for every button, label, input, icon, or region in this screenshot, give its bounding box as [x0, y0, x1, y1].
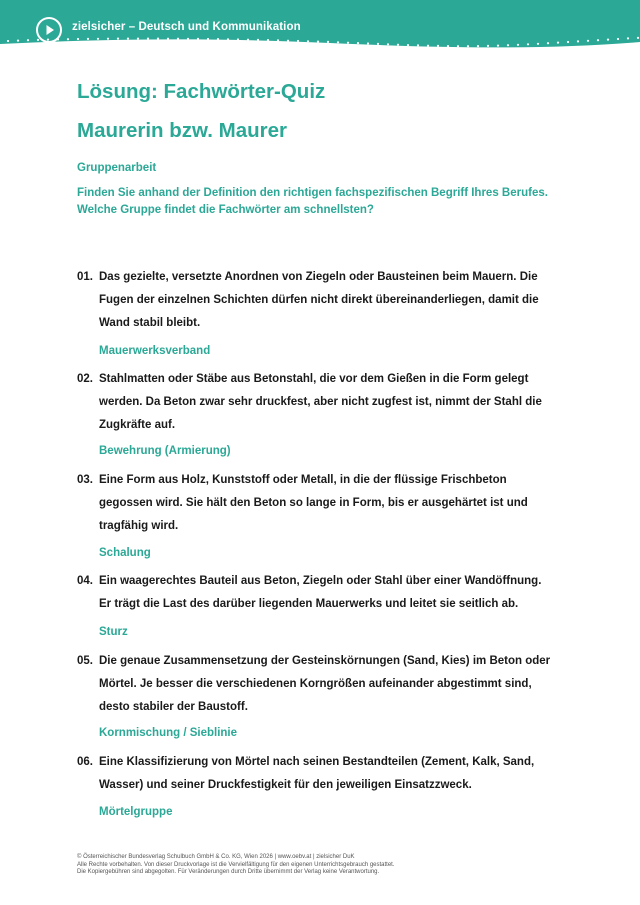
page-header [0, 0, 640, 56]
question-number: 04. [77, 575, 93, 587]
question-text-line: Eine Form aus Holz, Kunststoff oder Metall, in die der flüssige Frischbeton [99, 474, 507, 486]
answer-term: Schalung [99, 547, 151, 559]
question-number: 05. [77, 655, 93, 667]
footer-line: Alle Rechte vorbehalten. Von dieser Druckvorlage ist die Vervielfältigung für den eigenen Unterrichtsgebrauch gestattet. [77, 861, 395, 868]
task-line: Finden Sie anhand der Definition den richtigen fachspezifischen Begriff Ihres Berufes. [77, 187, 548, 199]
question-number: 02. [77, 373, 93, 385]
answer-term: Sturz [99, 626, 128, 638]
page-subtitle: Maurerin bzw. Maurer [77, 119, 287, 142]
question-number: 03. [77, 474, 93, 486]
question-text-line: Ein waagerechtes Bauteil aus Beton, Ziegeln oder Stahl über einer Wandöffnung. [99, 575, 542, 587]
question-text-line: Zugkräfte auf. [99, 419, 176, 431]
question-text-line: Stahlmatten oder Stäbe aus Betonstahl, die vor dem Gießen in die Form gelegt [99, 373, 529, 385]
question-text-line: Wasser) und seiner Druckfestigkeit für den jeweiligen Einsatzzweck. [99, 779, 472, 791]
answer-term: Bewehrung (Armierung) [99, 445, 231, 457]
group-label: Gruppenarbeit [77, 162, 157, 174]
brand-name: zielsicher – Deutsch und Kommunikation [72, 21, 301, 33]
question-text-line: Eine Klassifizierung von Mörtel nach seinen Bestandteilen (Zement, Kalk, Sand, [99, 756, 535, 768]
question-number: 06. [77, 756, 93, 768]
question-text-line: gegossen wird. Sie hält den Beton so lange in Form, bis er ausgehärtet ist und [99, 497, 528, 509]
answer-term: Mauerwerksverband [99, 345, 211, 357]
question-text-line: Wand stabil bleibt. [99, 317, 201, 329]
footer-line: © Österreichischer Bundesverlag Schulbuch GmbH & Co. KG, Wien 2026 | www.oebv.at | zielsicher DuK [77, 854, 355, 860]
answer-term: Mörtelgruppe [99, 806, 173, 818]
question-text-line: desto stabiler der Baustoff. [99, 701, 248, 713]
header-wave-edge [0, 32, 640, 56]
question-text-line: Die genaue Zusammensetzung der Gesteinskörnungen (Sand, Kies) im Beton oder [99, 655, 551, 667]
question-text-line: Mörtel. Je besser die verschiedenen Korngrößen aufeinander abgestimmt sind, [99, 678, 532, 690]
answer-term: Kornmischung / Sieblinie [99, 727, 238, 739]
question-text-line: tragfähig wird. [99, 520, 179, 532]
question-number: 01. [77, 271, 93, 283]
page-title: Lösung: Fachwörter-Quiz [77, 80, 326, 103]
question-text-line: werden. Da Beton zwar sehr druckfest, aber nicht zugfest ist, nimmt der Stahl die [99, 396, 542, 408]
play-icon [36, 17, 62, 43]
footer-line: Die Kopiergebühren sind abgegolten. Für Veränderungen durch Dritte übernimmt der Verlag keine Verantwortung. [77, 869, 380, 875]
page-footer [77, 854, 395, 877]
question-text-line: Er trägt die Last des darüber liegenden Mauerwerks und leitet sie seitlich ab. [99, 598, 519, 610]
question-text-line: Das gezielte, versetzte Anordnen von Ziegeln oder Bausteinen beim Mauern. Die [99, 271, 538, 283]
question-text-line: Fugen der einzelnen Schichten dürfen nicht direkt übereinanderliegen, damit die [99, 294, 539, 306]
task-instructions [77, 185, 577, 219]
task-line: Welche Gruppe findet die Fachwörter am schnellsten? [77, 204, 374, 216]
